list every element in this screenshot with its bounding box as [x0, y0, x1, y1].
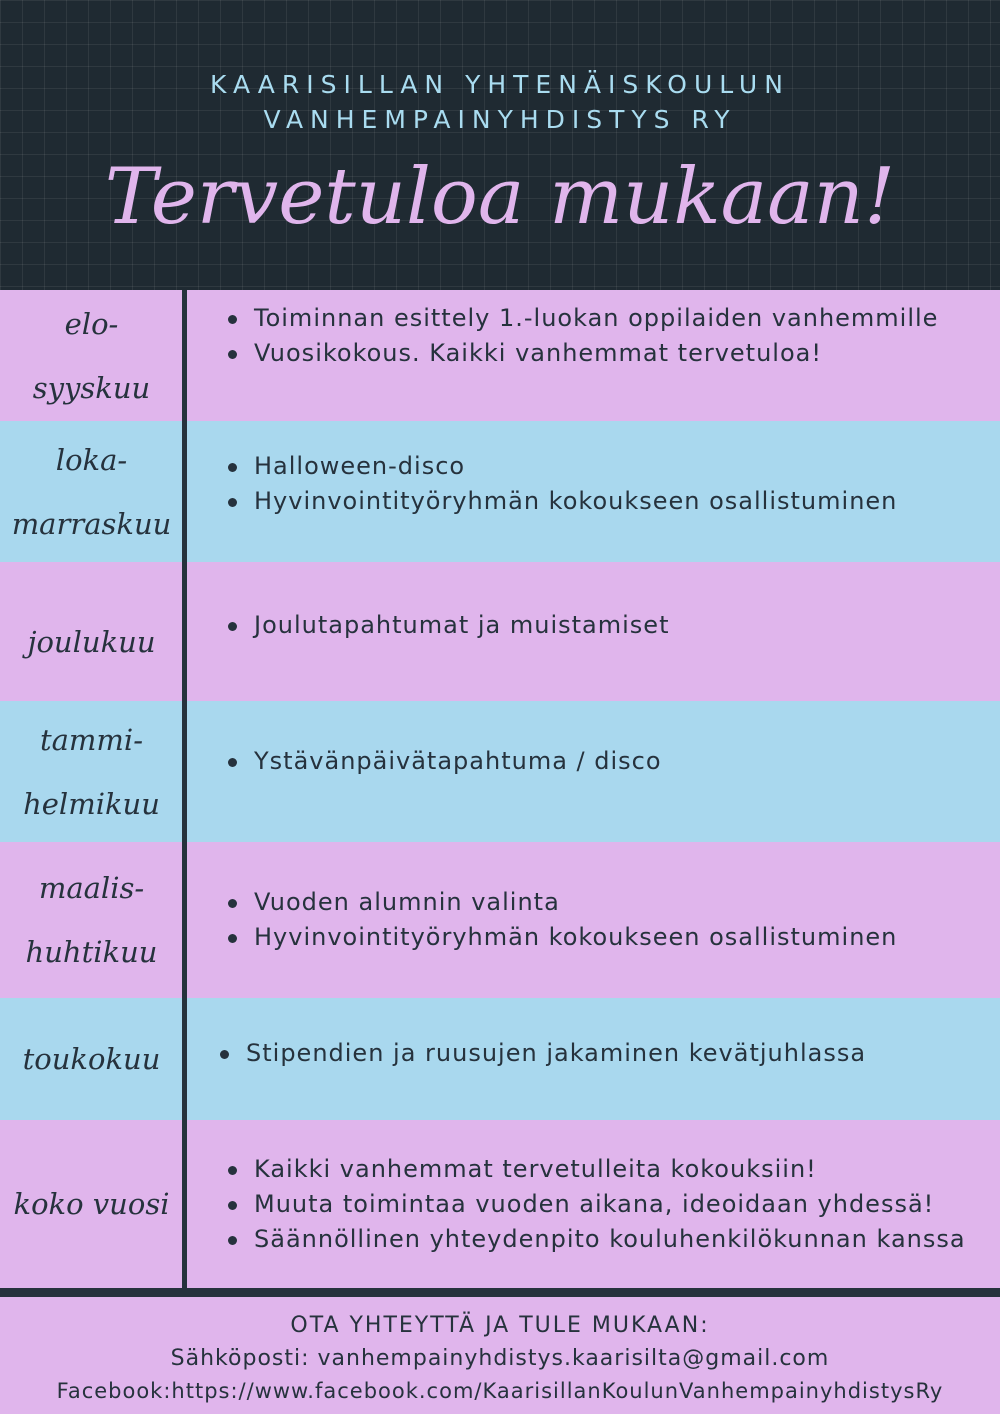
- month-label: [0, 998, 183, 1120]
- organization-name-line1: KAARISILLAN YHTENÄISKOULUN: [210, 70, 790, 99]
- activity-item: Muuta toimintaa vuoden aikana, ideoidaan yhdessä!: [228, 1187, 980, 1222]
- activity-item: Hyvinvointityöryhmän kokoukseen osallistuminen: [228, 484, 980, 519]
- activity-item: Ystävänpäivätapahtuma / disco: [228, 744, 980, 779]
- month-label-line1: tammi-: [39, 722, 143, 757]
- activity-list: [228, 691, 980, 832]
- month-label: [0, 701, 183, 842]
- month-label-line2: helmikuu: [23, 786, 160, 821]
- activity-item: Stipendien ja ruusujen jakaminen kevätjuhlassa: [220, 1036, 980, 1071]
- email-line: Sähköposti: vanhempainyhdistys.kaarisilta@gmail.com: [170, 1346, 830, 1371]
- contact-heading: OTA YHTEYTTÄ JA TULE MUKAAN:: [290, 1313, 710, 1338]
- month-label-line2: huhtikuu: [25, 935, 158, 969]
- footer-divider: [0, 1288, 1000, 1297]
- header-banner: [0, 0, 1000, 290]
- activity-item: Halloween-disco: [228, 449, 980, 484]
- activity-list: [228, 270, 980, 401]
- schedule-row: [0, 701, 1000, 842]
- organization-name-line2: VANHEMPAINYHDISTYS RY: [263, 105, 737, 134]
- month-label: [0, 1120, 183, 1288]
- activity-item: Hyvinvointityöryhmän kokoukseen osallistuminen: [228, 920, 980, 955]
- month-label: [0, 290, 183, 421]
- schedule-row: [0, 290, 1000, 421]
- activity-item: Joulutapahtumat ja muistamiset: [228, 608, 980, 643]
- page-title: Tervetuloa mukaan!: [104, 152, 896, 242]
- month-label-line2: marraskuu: [11, 506, 172, 541]
- month-label: [0, 421, 183, 562]
- activity-item: Vuosikokous. Kaikki vanhemmat tervetuloa!: [228, 336, 980, 371]
- column-divider: [182, 290, 187, 1288]
- month-label-line2: syyskuu: [32, 370, 151, 405]
- month-label: [0, 842, 183, 998]
- schedule-row: [0, 562, 1000, 701]
- schedule-row: [0, 998, 1000, 1120]
- month-label-line1: koko vuosi: [13, 1187, 170, 1221]
- activity-item: Vuoden alumnin valinta: [228, 885, 980, 920]
- schedule-row: [0, 1120, 1000, 1288]
- activity-list: [220, 992, 980, 1114]
- activity-list: [228, 1120, 980, 1288]
- activity-item: Toiminnan esittely 1.-luokan oppilaiden vanhemmille: [228, 301, 980, 336]
- month-label-line1: joulukuu: [27, 624, 156, 659]
- activity-item: Kaikki vanhemmat tervetulleita kokouksiin!: [228, 1152, 980, 1187]
- activity-list: [228, 556, 980, 695]
- schedule-row: [0, 421, 1000, 562]
- schedule-row: [0, 842, 1000, 998]
- activity-list: [228, 842, 980, 998]
- facebook-line: Facebook:https://www.facebook.com/KaarisillanKoulunVanhempainyhdistysRy: [56, 1379, 944, 1403]
- month-label-line1: loka-: [55, 442, 128, 477]
- activity-list: [228, 413, 980, 554]
- activity-item: Säännöllinen yhteydenpito kouluhenkilökunnan kanssa: [228, 1222, 980, 1257]
- month-label-line1: maalis-: [38, 871, 145, 905]
- month-label-line1: elo-: [64, 306, 119, 341]
- month-label-line1: toukokuu: [22, 1042, 161, 1076]
- contact-footer: [0, 1297, 1000, 1414]
- month-label: [0, 562, 183, 701]
